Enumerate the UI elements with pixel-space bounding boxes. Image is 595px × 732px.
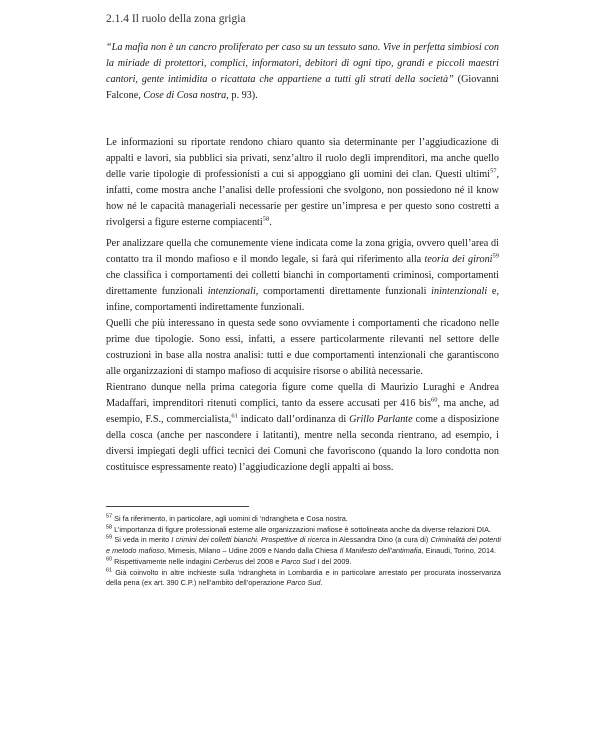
paragraph-2: Per analizzare quella che comunemente viene indicata come la zona grigia, ovvero quell’area di contatto tra il mondo mafioso e il mondo legale, si farà qui riferimento alla teoria dei gironi$^{59}$ che classifica i comportamenti dei colletti bianchi in comportamenti criminosi, comportamenti direttamente funzionali intenzionali, comportamenti direttamente funzionali inintenzionali e, infine, comportamenti indirettamente funzionali. Quelli che più interessano in questa sede sono ovviamente i comportamenti che ricadono nelle prime due tipologie. Sono essi, infatti, a essere particolarmente rilevanti nel settore delle costruzioni in base alla nostra analisi: tutti e due comportamenti intenzionali che garantiscono alle organizzazioni di stampo mafioso di acquisire risorse o abilità necessarie. Rientrano dunque nella prima categoria figure come quella di Maurizio Luraghi e Andrea Madaffari, imprenditori ritenuti complici, tanto da essere accusati per 416 bis$^{60}$, ma anche, ad esempio, F.S., commercialista,$^{61}$ indicato dall’ordinanza di Grillo Parlante come a disposizione della cosca (anche per nascondere i latitanti), mentre nella seconda rientrano, ad esempio, i diversi impiegati degli uffici tecnici dei Comuni che favoriscono (quando la loro condotta non costituisce espressamente reato) l’aggiudicazione degli appalti ai boss. [106,238,500,473]
footnote-ref-60[interactable]: 60 [430,396,438,404]
book-title: Cose di Cosa nostra [143,90,227,101]
paragraph-2-continuation: Quelli che più interessano in questa sede sono ovviamente i comportamenti che ricadono nelle prime due tipologie. Sono essi, infatti, a essere particolarmente rilevanti nel settore delle costruzioni in base alla nostra analisi: tutti e due comportamenti intenzionali che garantiscono alle organizzazioni di stampo mafioso di acquisire risorse o abilità necessarie. [106,318,499,377]
footnote-60: $^{60}$ Rispettivamente nelle indagini Cerberus del 2008 e Parco Sud I del 2009. [106,556,352,566]
footnote-58: $^{58}$ L’importanza di figure professionali esterne alle organizzazioni mafiose è sottolineata anche da diverse relazioni DIA. [106,524,491,534]
footnote-57: $^{57}$ Si fa riferimento, in particolare, agli uomini di ‘ndrangheta e Cosa nostra. [106,513,348,523]
quote-text: “La mafia non è un cancro proliferato per caso su un tessuto sano. Vive in perfetta simbiosi con la miriade di protettori, complici, informatori, debitori di ogni tipo, grandi e piccoli maestri cantori, gente intimidita o ricattata che appartiene a tutti gli strati della società” [106,42,499,85]
footnote-ref-57[interactable]: 57 [489,167,497,175]
footnotes [106,514,501,589]
quote-attribution: (Giovanni Falcone, Cose di Cosa nostra, p. 93). [106,74,499,101]
footnote-separator [106,506,249,507]
section-heading: 2.1.4 Il ruolo della zona grigia [106,13,246,25]
footnote-61: $^{61}$ Già coinvolto in altre inchieste sulla ‘ndrangheta in Lombardia e in particolare arrestato per procurata inosservanza della pena (ex art. 390 C.P.) nell’ambito dell’operazione Parco Sud. [106,567,501,588]
footnote-ref-58[interactable]: 58 [262,215,270,223]
opening-quote [106,40,499,104]
footnote-59: $^{59}$ Si veda in merito I crimini dei colletti bianchi. Prospettive di ricerca in Alessandra Dino (a cura di) Criminalità dei potenti e metodo mafioso, Mimesis, Milano – Udine 2009 e Nando dalla Chiesa Il Manifesto dell’antimafia, Einaudi, Torino, 2014. [106,534,501,556]
footnote-ref-61[interactable]: 61 [231,412,238,420]
paragraph-1: Le informazioni su riportate rendono chiaro quanto sia determinante per l’aggiudicazione di appalti e lavori, sia pubblici sia privati, senz’altro il ruolo degli imprenditori, ma anche quello delle varie tipologie di professionisti a cui si appoggiano gli uomini dei clan. Questi ultimi$^{57}$, infatti, come mostra anche l’analisi delle professioni che svolgono, non possiedono né il know how né le capacità manageriali necessarie per gestire un’impresa e per questo sono costretti a rivolgersi a figure esterne compiacenti$^{58}$. [106,137,499,228]
footnote-ref-59[interactable]: 59 [492,252,500,260]
